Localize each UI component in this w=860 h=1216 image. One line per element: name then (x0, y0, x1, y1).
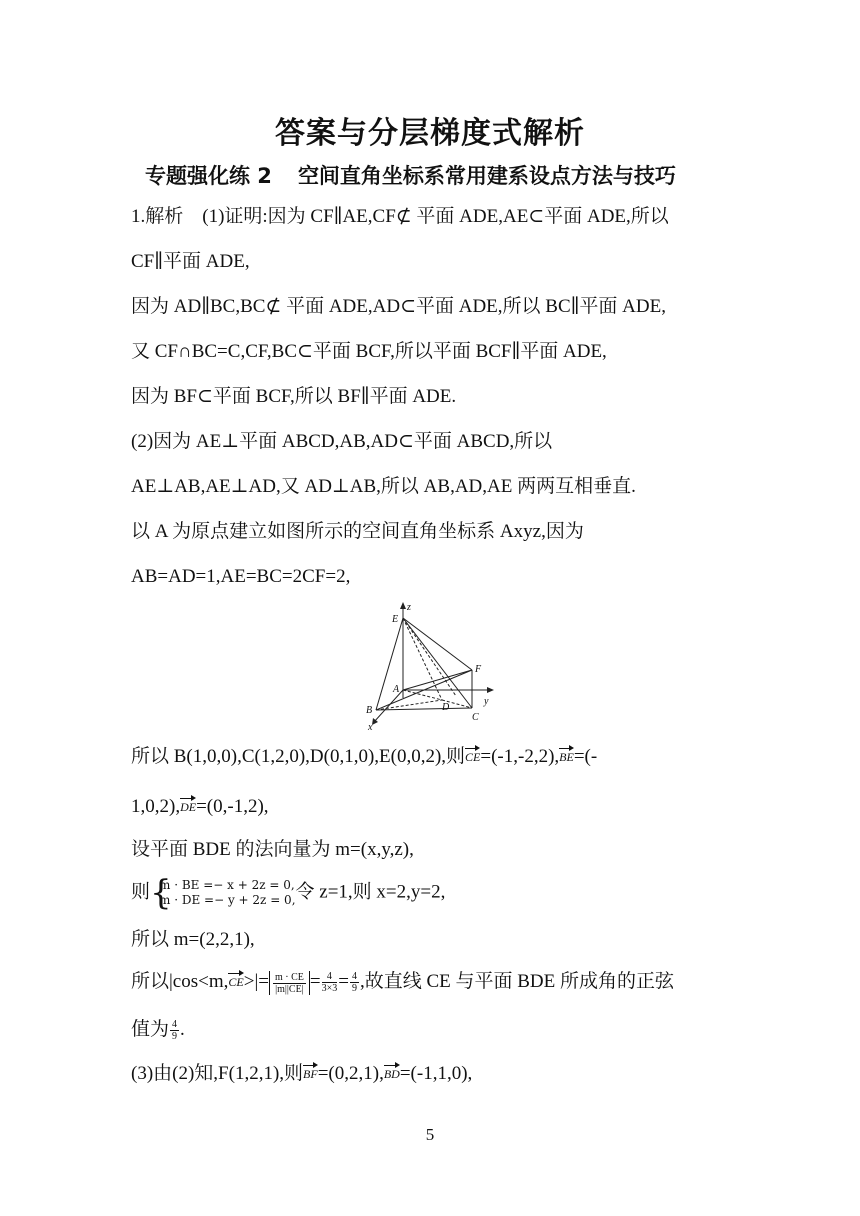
fraction: $\frac{m \cdot CE}{|m||CE|}$ (274, 971, 304, 995)
vector-DE: DE (180, 797, 196, 813)
text-line: AE⊥AB,AE⊥AD,又 AD⊥AB,所以 AB,AD,AE 两两互相垂直. (131, 476, 636, 497)
fraction: $\frac{4}{9}$ (351, 971, 357, 995)
text-line: 因为 AD∥BC,BC⊄ 平面 ADE,AD⊂平面 ADE,所以 BC∥平面 ADE, (131, 296, 666, 317)
label-z: z (407, 602, 411, 613)
page-title: 答案与分层梯度式解析 (275, 116, 585, 151)
equation-system: { m · BE =− x + 2z = 0, m · DE =− y + 2z = 0, (150, 873, 296, 913)
vector-BD: BD (384, 1064, 400, 1080)
text-line: CF∥平面 ADE, (131, 251, 250, 272)
label-F: F (475, 664, 482, 675)
subtitle-topic: 专题强化练 2 (145, 164, 272, 188)
fraction: $\frac{4}{9}$ (172, 1019, 178, 1043)
label-B: B (366, 705, 373, 716)
text-line: 又 CF∩BC=C,CF,BC⊂平面 BCF,所以平面 BCF∥平面 ADE, (131, 341, 607, 362)
label-D: D (442, 702, 450, 713)
text-line: 因为 BF⊂平面 BCF,所以 BF∥平面 ADE. (131, 386, 457, 407)
label-x: x (368, 722, 373, 732)
subtitle-name: 空间直角坐标系常用建系设点方法与技巧 (297, 164, 676, 188)
label-E: E (392, 614, 399, 625)
text-line: 所以|cos<m,CE>|= $\frac{m \cdot CE}{|m||CE|}$ = $\frac{4}{3\times 3}$ = $\frac{4}{9}$ ,故直线 CE 与平面 BDE 所成角的正弦 (131, 971, 674, 995)
text-line: (3)由(2)知,F(1,2,1),则BF=(0,2,1),BD=(-1,1,0), (131, 1063, 473, 1084)
vector-BF: BF (303, 1064, 318, 1080)
label-y: y (484, 696, 489, 707)
page-number: 5 (425, 1125, 435, 1144)
text-line: (2)因为 AE⊥平面 ABCD,AB,AD⊂平面 ABCD,所以 (131, 431, 553, 452)
coordinate-figure (360, 600, 500, 732)
text-line: 设平面 BDE 的法向量为 m=(x,y,z), (131, 839, 414, 860)
text-line: AB=AD=1,AE=BC=2CF=2, (131, 566, 351, 587)
text-line: 所以 B(1,0,0),C(1,2,0),D(0,1,0),E(0,0,2),则CE=(-1,-2,2),BE=(- (131, 746, 598, 767)
label-A: A (393, 684, 400, 695)
vector-CE: CE (465, 747, 480, 763)
text-line: 1.解析 (1)证明:因为 CF∥AE,CF⊄ 平面 ADE,AE⊂平面 ADE,所以 (131, 206, 669, 227)
vector-CE: CE (228, 972, 243, 988)
section-subtitle (145, 160, 745, 190)
text-line: 1,0,2),DE=(0,-1,2), (131, 796, 269, 817)
fraction: $\frac{4}{3\times 3}$ (321, 971, 338, 995)
vector-BE: BE (559, 747, 574, 763)
text-line: 所以 m=(2,2,1), (131, 929, 255, 950)
label-C: C (472, 712, 479, 723)
text-line: 以 A 为原点建立如图所示的空间直角坐标系 Axyz,因为 (131, 521, 584, 542)
text-line: 则 { m · BE =− x + 2z = 0, m · DE =− y + 2z = 0, 令 z=1,则 x=2,y=2, (131, 873, 446, 913)
text-line: 值为 $\frac{4}{9}$ . (131, 1019, 185, 1043)
